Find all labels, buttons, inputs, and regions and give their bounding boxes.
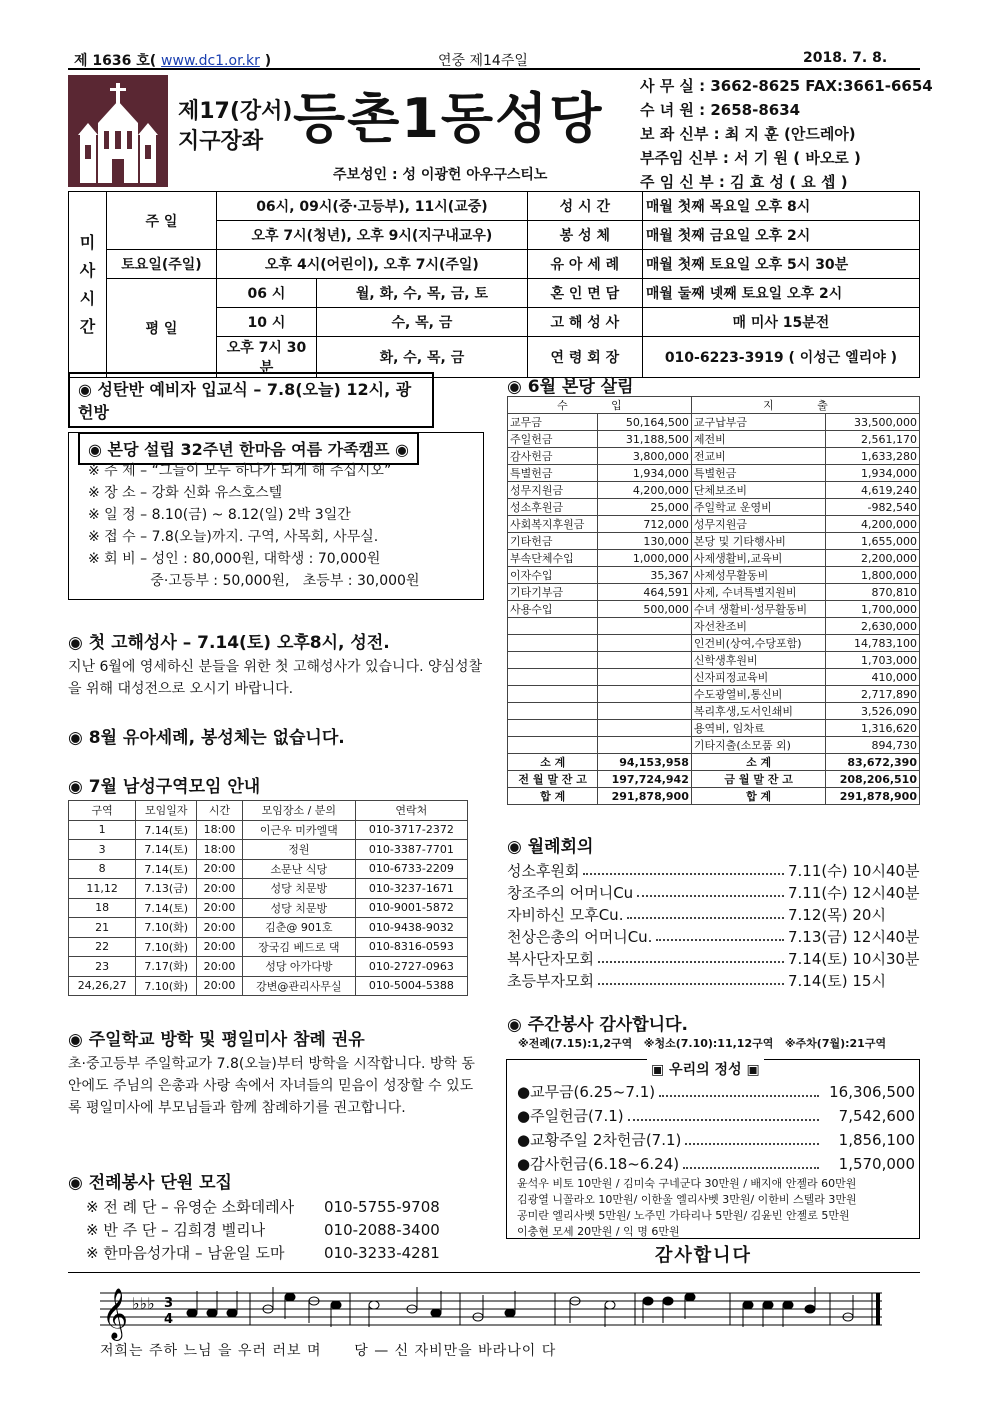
weekday-days: 월, 화, 수, 목, 금, 토: [317, 279, 528, 308]
finance-header-row: 수 입 지 출: [508, 397, 920, 414]
total-row: 전 월 말 잔 고 197,724,942 금 월 말 잔 고 208,206,510: [508, 771, 920, 788]
weekday-days: 화, 수, 목, 금: [317, 337, 528, 378]
group-meeting-table: [68, 800, 468, 996]
table-row: 11,12 7.13(금) 20:00 성당 치문방 010-3237-1671: [69, 879, 468, 899]
weekday-label: 평 일: [107, 279, 217, 378]
monthly-meeting-title: ◉ 월례회의: [507, 837, 594, 857]
list-item: 창조주의 어머니Cu 7.11(수) 12시40분: [507, 884, 920, 902]
table-row: 부속단체수입 1,000,000 사제생활비,교육비 2,200,000: [508, 550, 920, 567]
saturday-label: 토요일(주일): [107, 250, 217, 279]
sunday-school-text: 초·중고등부 주일학교가 7.8(오늘)부터 방학을 시작합니다. 방학 동안에도 주님의 은총과 사랑 속에서 자녀들의 믿음이 성장할 수 있도록 평일미사에 부모님들과 함께 참례하기를 권고합니다.: [68, 1056, 475, 1116]
music-staff: [100, 1283, 882, 1343]
event-time: 매월 첫째 목요일 오후 8시: [642, 192, 919, 221]
patron-saint: 주보성인 : 성 이광헌 아우구스티노: [333, 167, 548, 183]
contact-pastor: 주 임 신 부 : 김 효 성 ( 요 셉 ): [640, 173, 848, 191]
sunday-times-2: 오후 7시(청년), 오후 9시(지구내교우): [217, 221, 528, 250]
offering-title: ▣ 우리의 정성 ▣: [647, 1059, 764, 1079]
list-item: ●교무금(6.25~7.1) 16,306,500: [517, 1080, 915, 1104]
header-bar: [68, 48, 920, 70]
event-time: 매월 첫째 토요일 오후 5시 30분: [642, 250, 919, 279]
group-meeting-title: ◉ 7월 남성구역모임 안내: [68, 777, 261, 797]
total-row: 합 계 291,878,900 합 계 291,878,900: [508, 788, 920, 805]
table-row: 복리후생,도서인쇄비 3,526,090: [508, 703, 920, 720]
divider: [68, 1272, 920, 1273]
table-row: 22 7.10(화) 20:00 장국김 베드로 댁 010-8316-0593: [69, 937, 468, 957]
table-header-row: 구역 모임일자 시간 모임장소 / 분의 연락처: [69, 801, 468, 821]
liturgical-season: 연중 제14주일: [438, 53, 528, 69]
weekly-service-line: ※전례(7.15):1,2구역 ※청소(7.10):11,12구역 ※주차(7월):21구역: [518, 1037, 887, 1050]
table-row: 이자수입 35,367 사제성무활동비 1,800,000: [508, 567, 920, 584]
list-item: ●감사헌금(6.18~6.24) 1,570,000: [517, 1152, 915, 1176]
list-item: ●주일헌금(7.1) 7,542,600: [517, 1104, 915, 1128]
contact-convent: 수 녀 원 : 2658-8634: [640, 101, 801, 119]
recruit-list: ※ 전 례 단 – 유영순 소화데레사 010-5755-9708 ※ 반 주 단 – 김희경 벨리나 010-2088-3400 ※ 한마음성가대 – 남윤일 도마 010-3233-4281: [86, 1198, 440, 1262]
event-name: 혼 인 면 담: [527, 279, 642, 308]
church-name: 등촌1동성당: [293, 87, 604, 150]
catechumen-notice: ◉ 성탄반 예비자 입교식 – 7.8(오늘) 12시, 광헌방: [68, 372, 434, 428]
offering-list: [517, 1080, 915, 1176]
table-row: 자선찬조비 2,630,000: [508, 618, 920, 635]
recruit-title: ◉ 전례봉사 단원 모집: [68, 1173, 232, 1193]
confession-title: ◉ 첫 고해성사 – 7.14(토) 오후8시, 성전.: [68, 633, 390, 653]
event-time: 매월 첫째 금요일 오후 2시: [642, 221, 919, 250]
finance-table: [507, 396, 920, 805]
table-row: 8 7.14(토) 20:00 소문난 식당 010-6733-2209: [69, 859, 468, 879]
svg-text:3: 3: [164, 1296, 174, 1311]
table-row: 24,26,27 7.10(화) 20:00 강변@관리사무실 010-5004-5388: [69, 976, 468, 996]
table-row: 수도광열비,통신비 2,717,890: [508, 686, 920, 703]
table-row: 사용수입 500,000 수녀 생활비·성무활동비 1,700,000: [508, 601, 920, 618]
table-row: 기타지출(소모품 외) 894,730: [508, 737, 920, 754]
donor-list: 윤석우 비토 10만원 / 김미숙 구네군다 30만원 / 배지애 안젤라 60만원 김광열 니꼴라오 10만원/ 이한울 엘리사벳 3만원/ 이한비 스텔라 3만원 공미란 엘리사벳 5만원/ 노주민 가타리나 5만원/ 김윤빈 안젤로 5만원 이충현 모세 20만원 / 익 명 6만원: [517, 1177, 857, 1238]
contact-vice-pastor: 부주임 신부 : 서 기 원 ( 바오로 ): [640, 149, 861, 167]
table-row: 신학생후원비 1,703,000: [508, 652, 920, 669]
table-row: 신자피정교육비 410,000: [508, 669, 920, 686]
list-item: 성소후원회 7.11(수) 10시40분: [507, 862, 920, 880]
sunday-school-title: ◉ 주일학교 방학 및 평일미사 참례 권유: [68, 1030, 365, 1050]
finance-title: ◉ 6월 본당 살림: [507, 377, 634, 397]
table-row: 기타기부금 464,591 사제, 수녀특별지원비 870,810: [508, 584, 920, 601]
monthly-meeting-list: [507, 860, 920, 992]
hymn-lyrics: 저희는 주하 느님 을 우러 러보 며 당 — 신 자비만을 바라나이 다: [100, 1343, 557, 1359]
table-row: 성무지원금 4,200,000 단체보조비 4,619,240: [508, 482, 920, 499]
event-name: 고 해 성 사: [527, 308, 642, 337]
svg-text:♭♭♭: ♭♭♭: [132, 1294, 155, 1313]
mass-schedule-table: [68, 191, 920, 378]
issue-number: 제 1636 호( www.dc1.or.kr ): [74, 53, 272, 69]
table-row: 감사헌금 3,800,000 전교비 1,633,280: [508, 448, 920, 465]
contact-list: [640, 74, 933, 194]
offering-box: [506, 1059, 920, 1239]
table-row: 성소후원금 25,000 주일학교 운영비 -982,540: [508, 499, 920, 516]
table-row: 사회복지후원금 712,000 성무지원금 4,200,000: [508, 516, 920, 533]
svg-text:4: 4: [164, 1312, 174, 1327]
weekday-time: 10 시: [217, 308, 317, 337]
table-row: 1 7.14(토) 18:00 이근우 미카엘댁 010-3717-2372: [69, 820, 468, 840]
table-row: 교무금 50,164,500 교구납부금 33,500,000: [508, 414, 920, 431]
event-name: 연 령 회 장: [527, 337, 642, 378]
table-row: 3 7.14(토) 18:00 정원 010-3387-7701: [69, 840, 468, 860]
contact-assistant-priest: 보 좌 신부 : 최 지 훈 (안드레아): [640, 125, 856, 143]
list-item: 자비하신 모후Cu. 7.12(목) 20시: [507, 906, 886, 924]
bulletin-date: 2018. 7. 8.: [803, 50, 888, 66]
treble-clef-icon: 𝄞: [102, 1288, 129, 1339]
event-time: 매월 둘째 넷째 토요일 오후 2시: [642, 279, 919, 308]
event-name: 유 아 세 례: [527, 250, 642, 279]
sunday-times-1: 06시, 09시(중·고등부), 11시(교중): [217, 192, 528, 221]
event-name: 성 시 간: [527, 192, 642, 221]
event-name: 봉 성 체: [527, 221, 642, 250]
confession-text: 지난 6월에 영세하신 분들을 위한 첫 고해성사가 있습니다. 양심성찰을 위해 대성전으로 오시기 바랍니다.: [68, 659, 483, 697]
table-row: 기타헌금 130,000 본당 및 기타행사비 1,655,000: [508, 533, 920, 550]
family-camp-title: ◉ 본당 설립 32주년 한마음 여름 가족캠프 ◉: [78, 432, 419, 465]
saturday-times: 오후 4시(어린이), 오후 7시(주일): [217, 250, 528, 279]
list-item: ●교황주일 2차헌금(7.1) 1,856,100: [517, 1128, 915, 1152]
total-row: 소 계 94,153,958 소 계 83,672,390: [508, 754, 920, 771]
thanks-text: 감사합니다: [655, 1245, 752, 1266]
church-logo: [68, 75, 168, 187]
weekday-days: 수, 목, 금: [317, 308, 528, 337]
august-notice: ◉ 8월 유아세례, 봉성체는 없습니다.: [68, 728, 345, 748]
table-row: 18 7.14(토) 20:00 성당 치문방 010-9001-5872: [69, 898, 468, 918]
table-row: 특별헌금 1,934,000 특별헌금 1,934,000: [508, 465, 920, 482]
table-row: 주일헌금 31,188,500 제전비 2,561,170: [508, 431, 920, 448]
table-row: 23 7.17(화) 20:00 성당 아가다방 010-2727-0963: [69, 957, 468, 977]
event-time: 010-6223-3919 ( 이성근 엘리야 ): [642, 337, 919, 378]
district-name: 제17(강서) 지구장좌: [178, 99, 293, 154]
table-row: 용역비, 임차료 1,316,620: [508, 720, 920, 737]
table-row: 21 7.10(화) 20:00 김춘@ 901호 010-9438-9032: [69, 918, 468, 938]
website-link[interactable]: www.dc1.or.kr: [161, 53, 260, 69]
table-row: 인건비(상여,수당포함) 14,783,100: [508, 635, 920, 652]
list-item: 초등부자모회 7.14(토) 15시: [507, 972, 886, 990]
church-building-icon: [68, 75, 168, 187]
weekday-time: 06 시: [217, 279, 317, 308]
mass-time-label: 미 사 시 간: [69, 192, 107, 378]
contact-office: 사 무 실 : 3662-8625 FAX:3661-6654: [640, 77, 933, 95]
event-time: 매 미사 15분전: [642, 308, 919, 337]
list-item: 천상은총의 어머니Cu. 7.13(금) 12시40분: [507, 928, 920, 946]
weekday-time: 오후 7시 30분: [217, 337, 317, 378]
list-item: 복사단자모회 7.14(토) 10시30분: [507, 950, 920, 968]
weekly-service-title: ◉ 주간봉사 감사합니다.: [507, 1015, 688, 1035]
family-camp-details: ※ 주 제 – “그들이 모두 하나가 되게 해 주십시오” ※ 장 소 – 강화 신화 유스호스텔 ※ 일 정 – 8.10(금) ~ 8.12(일) 2박 3일간 ※ 접 수 – 7.8(오늘)까지. 구역, 사목회, 사무실. ※ 회 비 – 성인 : 80,000원, 대학생 : 70,000원 중·고등부 : 50,000원, 초등부 : 30,000원: [88, 463, 420, 589]
sunday-label: 주 일: [107, 192, 217, 250]
